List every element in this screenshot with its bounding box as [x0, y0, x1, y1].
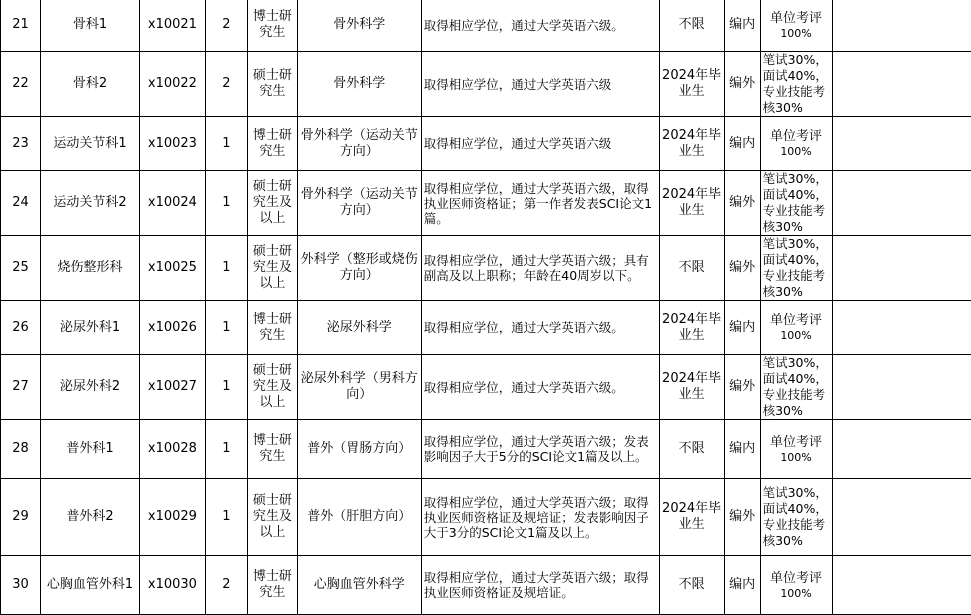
- conditions-cell: 取得相应学位，通过大学英语六级；发表影响因子大于5分的SCI论文1篇及以上。: [421, 420, 659, 479]
- table-row: [1, 479, 971, 556]
- candidate-source-cell: 2024年毕业生: [659, 52, 724, 117]
- empty-cell: [832, 556, 971, 615]
- headcount-cell: 1: [205, 355, 247, 420]
- exam-method-weight: 100%: [763, 329, 830, 342]
- row-number: 25: [1, 236, 41, 301]
- row-number: 27: [1, 355, 41, 420]
- position-code-cell: x10021: [139, 0, 205, 52]
- staffing-cell: 编内: [724, 301, 760, 355]
- conditions-cell: 取得相应学位，通过大学英语六级。: [421, 355, 659, 420]
- headcount-cell: 2: [205, 52, 247, 117]
- education-cell: 博士研究生: [247, 556, 297, 615]
- exam-method-cell: [760, 420, 832, 479]
- staffing-cell: 编内: [724, 0, 760, 52]
- empty-cell: [832, 171, 971, 236]
- candidate-source-cell: 2024年毕业生: [659, 479, 724, 556]
- empty-cell: [832, 0, 971, 52]
- empty-cell: [832, 301, 971, 355]
- empty-cell: [832, 52, 971, 117]
- empty-cell: [832, 355, 971, 420]
- education-cell: 硕士研究生及以上: [247, 171, 297, 236]
- education-cell: 博士研究生: [247, 420, 297, 479]
- table-row: [1, 0, 971, 52]
- exam-method-cell: 笔试30%，面试40%，专业技能考核30%: [760, 52, 832, 117]
- position-code-cell: x10024: [139, 171, 205, 236]
- table-row: [1, 355, 971, 420]
- candidate-source-cell: 不限: [659, 556, 724, 615]
- exam-method-weight: 100%: [763, 587, 830, 600]
- row-number: 29: [1, 479, 41, 556]
- exam-method-label: 单位考评: [763, 313, 830, 329]
- table-row: [1, 420, 971, 479]
- education-cell: 硕士研究生及以上: [247, 236, 297, 301]
- conditions-cell: 取得相应学位，通过大学英语六级。: [421, 301, 659, 355]
- conditions-cell: 取得相应学位，通过大学英语六级；具有副高及以上职称；年龄在40周岁以下。: [421, 236, 659, 301]
- candidate-source-cell: 2024年毕业生: [659, 117, 724, 171]
- major-cell: 骨外科学（运动关节方向）: [297, 117, 421, 171]
- position-code-cell: x10025: [139, 236, 205, 301]
- table-row: [1, 301, 971, 355]
- department-cell: 泌尿外科1: [40, 301, 139, 355]
- department-cell: 运动关节科1: [40, 117, 139, 171]
- empty-cell: [832, 420, 971, 479]
- conditions-cell: 取得相应学位，通过大学英语六级；取得执业医师资格证及规培证。: [421, 556, 659, 615]
- major-cell: 普外（胃肠方向）: [297, 420, 421, 479]
- staffing-cell: 编内: [724, 117, 760, 171]
- education-cell: 硕士研究生: [247, 52, 297, 117]
- row-number: 21: [1, 0, 41, 52]
- table-row: [1, 117, 971, 171]
- exam-method-cell: [760, 301, 832, 355]
- empty-cell: [832, 479, 971, 556]
- major-cell: 外科学（整形或烧伤方向）: [297, 236, 421, 301]
- department-cell: 烧伤整形科: [40, 236, 139, 301]
- exam-method-cell: [760, 556, 832, 615]
- position-code-cell: x10022: [139, 52, 205, 117]
- candidate-source-cell: 2024年毕业生: [659, 171, 724, 236]
- department-cell: 骨科2: [40, 52, 139, 117]
- staffing-cell: 编内: [724, 420, 760, 479]
- exam-method-weight: 100%: [763, 27, 830, 40]
- candidate-source-cell: 不限: [659, 0, 724, 52]
- position-code-cell: x10023: [139, 117, 205, 171]
- row-number: 22: [1, 52, 41, 117]
- major-cell: 骨外科学（运动关节方向）: [297, 171, 421, 236]
- department-cell: 普外科1: [40, 420, 139, 479]
- empty-cell: [832, 236, 971, 301]
- staffing-cell: 编外: [724, 236, 760, 301]
- table-row: [1, 236, 971, 301]
- department-cell: 骨科1: [40, 0, 139, 52]
- row-number: 30: [1, 556, 41, 615]
- conditions-cell: 取得相应学位，通过大学英语六级: [421, 117, 659, 171]
- candidate-source-cell: 不限: [659, 420, 724, 479]
- major-cell: 心胸血管外科学: [297, 556, 421, 615]
- row-number: 24: [1, 171, 41, 236]
- candidate-source-cell: 2024年毕业生: [659, 301, 724, 355]
- position-code-cell: x10029: [139, 479, 205, 556]
- candidate-source-cell: 2024年毕业生: [659, 355, 724, 420]
- department-cell: 普外科2: [40, 479, 139, 556]
- headcount-cell: 1: [205, 479, 247, 556]
- headcount-cell: 1: [205, 301, 247, 355]
- exam-method-cell: [760, 0, 832, 52]
- major-cell: 骨外科学: [297, 52, 421, 117]
- headcount-cell: 1: [205, 420, 247, 479]
- education-cell: 硕士研究生及以上: [247, 355, 297, 420]
- candidate-source-cell: 不限: [659, 236, 724, 301]
- education-cell: 博士研究生: [247, 301, 297, 355]
- education-cell: 硕士研究生及以上: [247, 479, 297, 556]
- exam-method-label: 单位考评: [763, 129, 830, 145]
- exam-method-cell: 笔试30%，面试40%，专业技能考核30%: [760, 236, 832, 301]
- position-code-cell: x10030: [139, 556, 205, 615]
- exam-method-weight: 100%: [763, 451, 830, 464]
- headcount-cell: 1: [205, 171, 247, 236]
- major-cell: 泌尿外科学（男科方向）: [297, 355, 421, 420]
- staffing-cell: 编外: [724, 52, 760, 117]
- major-cell: 泌尿外科学: [297, 301, 421, 355]
- department-cell: 运动关节科2: [40, 171, 139, 236]
- exam-method-weight: 100%: [763, 145, 830, 158]
- department-cell: 心胸血管外科1: [40, 556, 139, 615]
- position-code-cell: x10026: [139, 301, 205, 355]
- conditions-cell: 取得相应学位，通过大学英语六级；取得执业医师资格证及规培证；发表影响因子大于3分的SCI论文1篇及以上。: [421, 479, 659, 556]
- headcount-cell: 2: [205, 556, 247, 615]
- exam-method-label: 单位考评: [763, 435, 830, 451]
- table-row: [1, 52, 971, 117]
- table-row: [1, 171, 971, 236]
- exam-method-label: 单位考评: [763, 11, 830, 27]
- major-cell: 骨外科学: [297, 0, 421, 52]
- staffing-cell: 编内: [724, 556, 760, 615]
- staffing-cell: 编外: [724, 171, 760, 236]
- exam-method-cell: 笔试30%，面试40%，专业技能考核30%: [760, 479, 832, 556]
- position-code-cell: x10027: [139, 355, 205, 420]
- major-cell: 普外（肝胆方向）: [297, 479, 421, 556]
- table-row: [1, 556, 971, 615]
- headcount-cell: 2: [205, 0, 247, 52]
- education-cell: 博士研究生: [247, 117, 297, 171]
- conditions-cell: 取得相应学位，通过大学英语六级: [421, 52, 659, 117]
- staffing-cell: 编外: [724, 479, 760, 556]
- exam-method-cell: 笔试30%，面试40%，专业技能考核30%: [760, 171, 832, 236]
- position-code-cell: x10028: [139, 420, 205, 479]
- row-number: 28: [1, 420, 41, 479]
- empty-cell: [832, 117, 971, 171]
- department-cell: 泌尿外科2: [40, 355, 139, 420]
- exam-method-cell: 笔试30%，面试40%，专业技能考核30%: [760, 355, 832, 420]
- exam-method-cell: [760, 117, 832, 171]
- conditions-cell: 取得相应学位，通过大学英语六级。: [421, 0, 659, 52]
- row-number: 26: [1, 301, 41, 355]
- conditions-cell: 取得相应学位，通过大学英语六级，取得执业医师资格证；第一作者发表SCI论文1篇。: [421, 171, 659, 236]
- exam-method-label: 单位考评: [763, 571, 830, 587]
- headcount-cell: 1: [205, 117, 247, 171]
- row-number: 23: [1, 117, 41, 171]
- education-cell: 博士研究生: [247, 0, 297, 52]
- staffing-cell: 编外: [724, 355, 760, 420]
- headcount-cell: 1: [205, 236, 247, 301]
